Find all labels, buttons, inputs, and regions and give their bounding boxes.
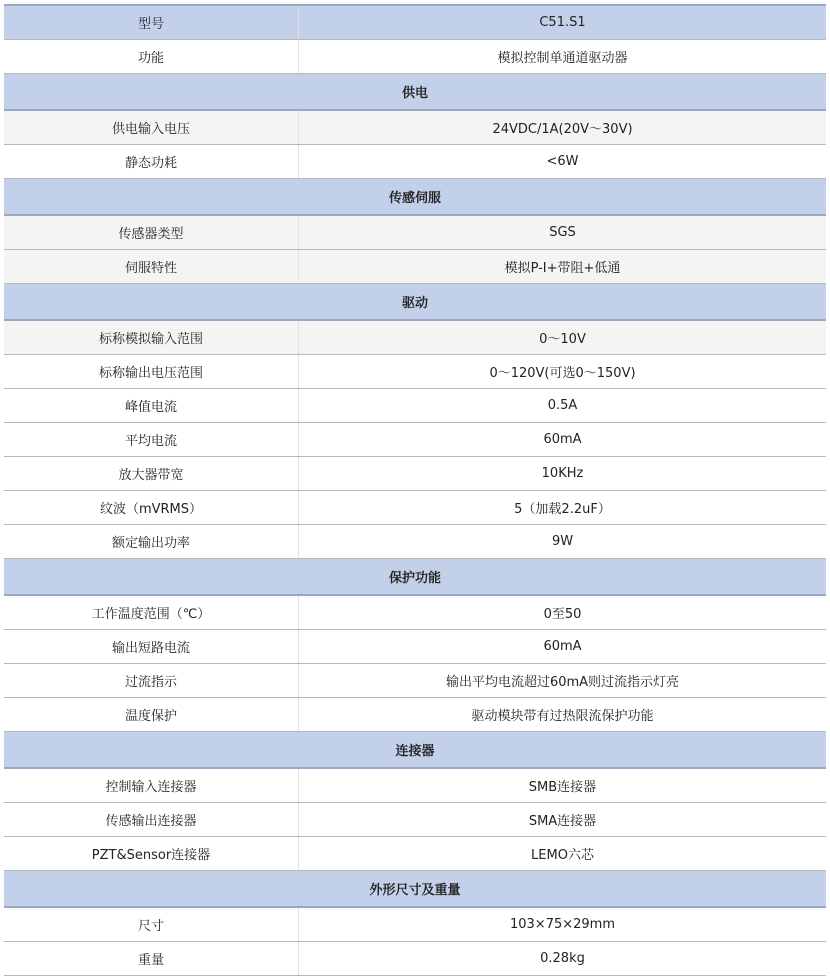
section-title: 传感伺服 xyxy=(4,179,826,216)
spec-value: <6W xyxy=(299,145,827,179)
spec-label: 工作温度范围（℃） xyxy=(4,595,299,630)
spec-label: 尺寸 xyxy=(4,907,299,942)
spec-row xyxy=(4,907,826,942)
section-title: 外形尺寸及重量 xyxy=(4,871,826,908)
spec-label: 过流指示 xyxy=(4,664,299,698)
spec-value: 60mA xyxy=(299,423,827,457)
spec-label: 型号 xyxy=(4,5,299,40)
spec-label: 传感输出连接器 xyxy=(4,803,299,837)
spec-value: 0～10V xyxy=(299,320,827,355)
spec-row xyxy=(4,423,826,457)
spec-row xyxy=(4,457,826,491)
spec-row xyxy=(4,525,826,559)
spec-label: 伺服特性 xyxy=(4,250,299,284)
section-header-row xyxy=(4,284,826,321)
spec-row xyxy=(4,145,826,179)
section-header-row xyxy=(4,179,826,216)
section-header-row xyxy=(4,74,826,111)
spec-row xyxy=(4,837,826,871)
spec-label: 温度保护 xyxy=(4,698,299,732)
spec-value: 9W xyxy=(299,525,827,559)
spec-value: 5（加载2.2uF） xyxy=(299,491,827,525)
spec-row xyxy=(4,491,826,525)
spec-label: 传感器类型 xyxy=(4,215,299,250)
spec-label: 放大器带宽 xyxy=(4,457,299,491)
spec-value: LEMO六芯 xyxy=(299,837,827,871)
spec-value: 103×75×29mm xyxy=(299,907,827,942)
section-title: 驱动 xyxy=(4,284,826,321)
spec-value: 0～120V(可选0～150V) xyxy=(299,355,827,389)
spec-value: 0至50 xyxy=(299,595,827,630)
spec-value: C51.S1 xyxy=(299,5,827,40)
spec-row xyxy=(4,5,826,40)
spec-label: 标称模拟输入范围 xyxy=(4,320,299,355)
spec-value: 0.5A xyxy=(299,389,827,423)
spec-label: 静态功耗 xyxy=(4,145,299,179)
spec-row xyxy=(4,110,826,145)
spec-label: 功能 xyxy=(4,40,299,74)
spec-value: 24VDC/1A(20V～30V) xyxy=(299,110,827,145)
spec-row xyxy=(4,250,826,284)
spec-label: 峰值电流 xyxy=(4,389,299,423)
spec-label: 纹波（mVRMS） xyxy=(4,491,299,525)
spec-value: 60mA xyxy=(299,630,827,664)
spec-row xyxy=(4,803,826,837)
spec-label: 平均电流 xyxy=(4,423,299,457)
spec-label: 供电输入电压 xyxy=(4,110,299,145)
spec-value: 驱动模块带有过热限流保护功能 xyxy=(299,698,827,732)
section-header-row xyxy=(4,732,826,769)
spec-value: 模拟P-I+带阻+低通 xyxy=(299,250,827,284)
spec-table xyxy=(4,4,826,976)
section-header-row xyxy=(4,559,826,596)
spec-label: 输出短路电流 xyxy=(4,630,299,664)
spec-value: 输出平均电流超过60mA则过流指示灯亮 xyxy=(299,664,827,698)
spec-value: SMA连接器 xyxy=(299,803,827,837)
spec-row xyxy=(4,698,826,732)
spec-row xyxy=(4,942,826,976)
section-title: 供电 xyxy=(4,74,826,111)
spec-label: PZT&Sensor连接器 xyxy=(4,837,299,871)
section-title: 保护功能 xyxy=(4,559,826,596)
spec-row xyxy=(4,630,826,664)
spec-label: 标称输出电压范围 xyxy=(4,355,299,389)
spec-label: 额定输出功率 xyxy=(4,525,299,559)
spec-row xyxy=(4,389,826,423)
spec-row xyxy=(4,664,826,698)
spec-row xyxy=(4,215,826,250)
spec-label: 重量 xyxy=(4,942,299,976)
spec-row xyxy=(4,320,826,355)
spec-value: 0.28kg xyxy=(299,942,827,976)
spec-row xyxy=(4,40,826,74)
spec-value: SMB连接器 xyxy=(299,768,827,803)
section-title: 连接器 xyxy=(4,732,826,769)
spec-label: 控制输入连接器 xyxy=(4,768,299,803)
spec-row xyxy=(4,355,826,389)
spec-value: 10KHz xyxy=(299,457,827,491)
section-header-row xyxy=(4,871,826,908)
spec-value: 模拟控制单通道驱动器 xyxy=(299,40,827,74)
spec-row xyxy=(4,768,826,803)
spec-value: SGS xyxy=(299,215,827,250)
spec-row xyxy=(4,595,826,630)
